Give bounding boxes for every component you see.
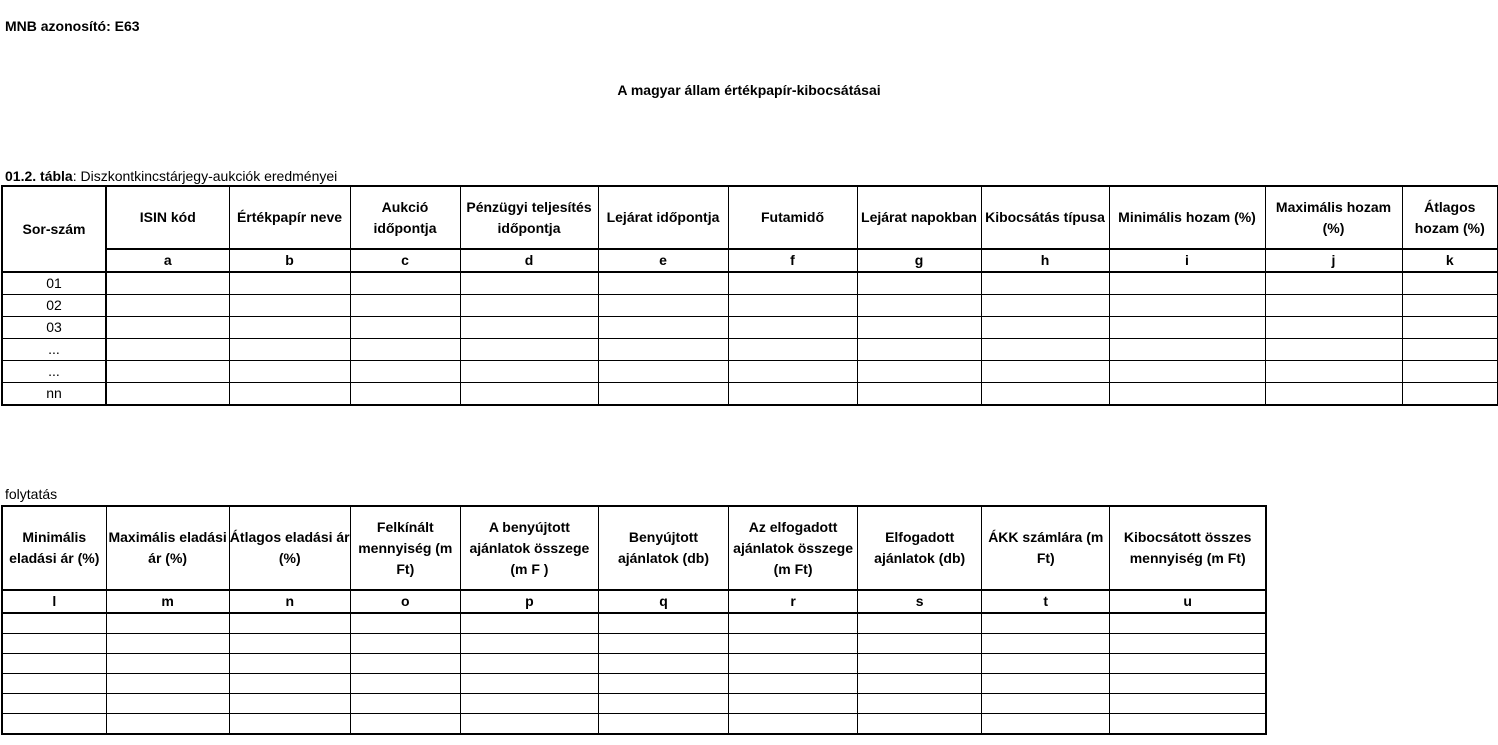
row-number: ...: [2, 339, 106, 361]
col-header-issue-type: Kibocsátás típusa: [981, 186, 1109, 249]
col-header-settlement-date: Pénzügyi teljesítés időpontja: [460, 186, 598, 249]
table-cell: [1402, 295, 1498, 317]
table-cell: [598, 295, 728, 317]
table-cell: [2, 674, 106, 694]
table-cell: [106, 634, 229, 654]
table-cell: [350, 634, 460, 654]
col-letter: e: [598, 249, 728, 272]
table-cell: [598, 634, 728, 654]
table-cell: [1109, 295, 1265, 317]
row-number: ...: [2, 361, 106, 383]
table-row: [2, 674, 1266, 694]
col-letter: m: [106, 590, 229, 613]
table-cell: [460, 694, 598, 714]
table-cell: [1109, 361, 1265, 383]
table-cell: [1265, 339, 1402, 361]
table-row: [2, 714, 1266, 735]
table-cell: [1402, 272, 1498, 295]
table-cell: [350, 383, 460, 406]
table-cell: [2, 694, 106, 714]
table-cell: [1109, 339, 1265, 361]
col-letter: q: [598, 590, 728, 613]
table-cell: [729, 654, 858, 674]
table-cell: [106, 361, 229, 383]
table-row: [2, 317, 1498, 339]
table-cell: [728, 339, 857, 361]
table-cell: [1265, 272, 1402, 295]
table-cell: [350, 272, 460, 295]
table-row: [2, 383, 1498, 406]
table-cell: [229, 714, 350, 735]
table-cell: [858, 694, 982, 714]
table-cell: [229, 295, 350, 317]
table-cell: [229, 361, 350, 383]
table-cell: [728, 295, 857, 317]
table-cell: [857, 295, 981, 317]
col-letter: l: [2, 590, 106, 613]
table1-caption: [5, 168, 337, 184]
table-cell: [728, 383, 857, 406]
table-cell: [982, 613, 1110, 634]
table-cell: [2, 654, 106, 674]
table-cell: [460, 634, 598, 654]
table-cell: [598, 654, 728, 674]
col-letter: g: [857, 249, 981, 272]
table-cell: [350, 714, 460, 735]
col-header-max-yield: Maximális hozam (%): [1265, 186, 1402, 249]
table-cell: [1110, 634, 1266, 654]
table-cell: [1110, 674, 1266, 694]
table-cell: [1265, 383, 1402, 406]
col-header-akk-account: ÁKK számlára (m Ft): [982, 506, 1110, 590]
table-cell: [106, 295, 229, 317]
table-cell: [106, 383, 229, 406]
continuation-label: folytatás: [5, 486, 58, 502]
page-title: A magyar állam értékpapír-kibocsátásai: [617, 82, 881, 98]
col-header-tenor: Futamidő: [728, 186, 857, 249]
table-cell: [858, 613, 982, 634]
table-cell: [982, 674, 1110, 694]
table-cell: [982, 694, 1110, 714]
col-header-submitted-bids-count: Benyújtott ajánlatok (db): [598, 506, 728, 590]
table-cell: [598, 317, 728, 339]
table-cell: [981, 361, 1109, 383]
table-cell: [1265, 295, 1402, 317]
table-cell: [598, 361, 728, 383]
col-letter: h: [981, 249, 1109, 272]
table-cell: [598, 674, 728, 694]
table-cell: [350, 295, 460, 317]
table-cell: [598, 339, 728, 361]
table-cell: [857, 339, 981, 361]
table-cell: [1109, 383, 1265, 406]
table-cell: [981, 317, 1109, 339]
table-cell: [229, 272, 350, 295]
col-header-offered-amount: Felkínált mennyiség (m Ft): [350, 506, 460, 590]
table-row: [2, 613, 1266, 634]
col-header-maturity-days: Lejárat napokban: [857, 186, 981, 249]
col-header-avg-yield: Átlagos hozam (%): [1402, 186, 1498, 249]
col-letter: j: [1265, 249, 1402, 272]
table-cell: [229, 339, 350, 361]
table-cell: [598, 714, 728, 735]
table-cell: [2, 613, 106, 634]
table-cell: [598, 383, 728, 406]
table-cell: [460, 613, 598, 634]
table-cell: [106, 613, 229, 634]
table-cell: [106, 272, 229, 295]
row-number: 01: [2, 272, 106, 295]
table-cell: [729, 634, 858, 654]
table-cell: [106, 654, 229, 674]
table-cell: [460, 674, 598, 694]
col-letter: o: [350, 590, 460, 613]
col-letter: t: [982, 590, 1110, 613]
table-cell: [460, 295, 598, 317]
table-row: [2, 361, 1498, 383]
table-cell: [857, 383, 981, 406]
table-cell: [460, 654, 598, 674]
table-cell: [1110, 613, 1266, 634]
table-cell: [460, 714, 598, 735]
table-cell: [350, 613, 460, 634]
table-cell: [229, 317, 350, 339]
table-cell: [1110, 654, 1266, 674]
table-cell: [982, 634, 1110, 654]
table-cell: [729, 613, 858, 634]
table-cell: [350, 361, 460, 383]
table-cell: [598, 272, 728, 295]
table-cell: [981, 272, 1109, 295]
col-letter: a: [106, 249, 229, 272]
col-letter: b: [229, 249, 350, 272]
table-cell: [598, 694, 728, 714]
table-row: [2, 634, 1266, 654]
table-cell: [728, 272, 857, 295]
table-cell: [858, 714, 982, 735]
col-header-auction-date: Aukció időpontja: [350, 186, 460, 249]
table-cell: [229, 634, 350, 654]
col-letter: n: [229, 590, 350, 613]
col-header-avg-price: Átlagos eladási ár (%): [229, 506, 350, 590]
table-cell: [350, 654, 460, 674]
col-letter: i: [1109, 249, 1265, 272]
table1-caption-number: 01.2. tábla: [5, 168, 73, 184]
table-row: [2, 295, 1498, 317]
col-letter: r: [729, 590, 858, 613]
table-cell: [350, 694, 460, 714]
table-cell: [858, 634, 982, 654]
auction-results-continuation-table: [1, 505, 1267, 735]
table-cell: [981, 383, 1109, 406]
table-cell: [106, 674, 229, 694]
table-cell: [106, 317, 229, 339]
table-cell: [460, 339, 598, 361]
table-cell: [2, 714, 106, 735]
col-header-maturity-date: Lejárat időpontja: [598, 186, 728, 249]
col-letter: k: [1402, 249, 1498, 272]
table-cell: [460, 272, 598, 295]
table-cell: [460, 361, 598, 383]
table-row: [2, 339, 1498, 361]
col-letter: p: [460, 590, 598, 613]
col-header-isin: ISIN kód: [106, 186, 229, 249]
table-cell: [229, 383, 350, 406]
col-letter: s: [858, 590, 982, 613]
col-letter: d: [460, 249, 598, 272]
table-cell: [106, 339, 229, 361]
table-cell: [2, 634, 106, 654]
table-cell: [1402, 339, 1498, 361]
col-header-submitted-bids-amount: A benyújtott ajánlatok összege (m F ): [460, 506, 598, 590]
table-cell: [460, 383, 598, 406]
table-cell: [982, 654, 1110, 674]
table-cell: [229, 694, 350, 714]
table-cell: [350, 339, 460, 361]
col-header-accepted-bids-amount: Az elfogadott ajánlatok összege (m Ft): [729, 506, 858, 590]
table-cell: [1265, 317, 1402, 339]
table-cell: [858, 674, 982, 694]
table-cell: [229, 654, 350, 674]
col-letter: f: [728, 249, 857, 272]
row-number: 02: [2, 295, 106, 317]
table-cell: [1110, 714, 1266, 735]
table-cell: [1265, 361, 1402, 383]
table-row: [2, 654, 1266, 674]
table-cell: [1402, 361, 1498, 383]
table-cell: [729, 714, 858, 735]
col-header-min-price: Minimális eladási ár (%): [2, 506, 106, 590]
row-number: 03: [2, 317, 106, 339]
table-cell: [858, 654, 982, 674]
table-row: [2, 694, 1266, 714]
table-cell: [1109, 272, 1265, 295]
col-header-security-name: Értékpapír neve: [229, 186, 350, 249]
col-letter: c: [350, 249, 460, 272]
table-cell: [460, 317, 598, 339]
col-header-total-issued: Kibocsátott összes mennyiség (m Ft): [1110, 506, 1266, 590]
table-cell: [982, 714, 1110, 735]
table-cell: [598, 613, 728, 634]
table-cell: [1402, 317, 1498, 339]
col-letter: u: [1110, 590, 1266, 613]
col-header-min-yield: Minimális hozam (%): [1109, 186, 1265, 249]
col-header-max-price: Maximális eladási ár (%): [106, 506, 229, 590]
mnb-identifier: MNB azonosító: E63: [5, 18, 140, 34]
table-cell: [729, 694, 858, 714]
table-cell: [981, 339, 1109, 361]
table-cell: [106, 714, 229, 735]
col-header-accepted-bids-count: Elfogadott ajánlatok (db): [858, 506, 982, 590]
table-cell: [1109, 317, 1265, 339]
table-cell: [728, 361, 857, 383]
col-header-sorszam: Sor-szám: [2, 186, 106, 272]
table-row: [2, 272, 1498, 295]
table1-caption-text: : Diszkontkincstárjegy-aukciók eredményei: [72, 168, 338, 184]
auction-results-table: [1, 185, 1498, 406]
table-cell: [1110, 694, 1266, 714]
row-number: nn: [2, 383, 106, 406]
table-cell: [728, 317, 857, 339]
table-cell: [106, 694, 229, 714]
table-cell: [350, 317, 460, 339]
table-cell: [1402, 383, 1498, 406]
table-cell: [350, 674, 460, 694]
table-cell: [857, 272, 981, 295]
table-cell: [857, 317, 981, 339]
table-cell: [729, 674, 858, 694]
table-cell: [857, 361, 981, 383]
table-cell: [229, 613, 350, 634]
table-cell: [981, 295, 1109, 317]
table-cell: [229, 674, 350, 694]
